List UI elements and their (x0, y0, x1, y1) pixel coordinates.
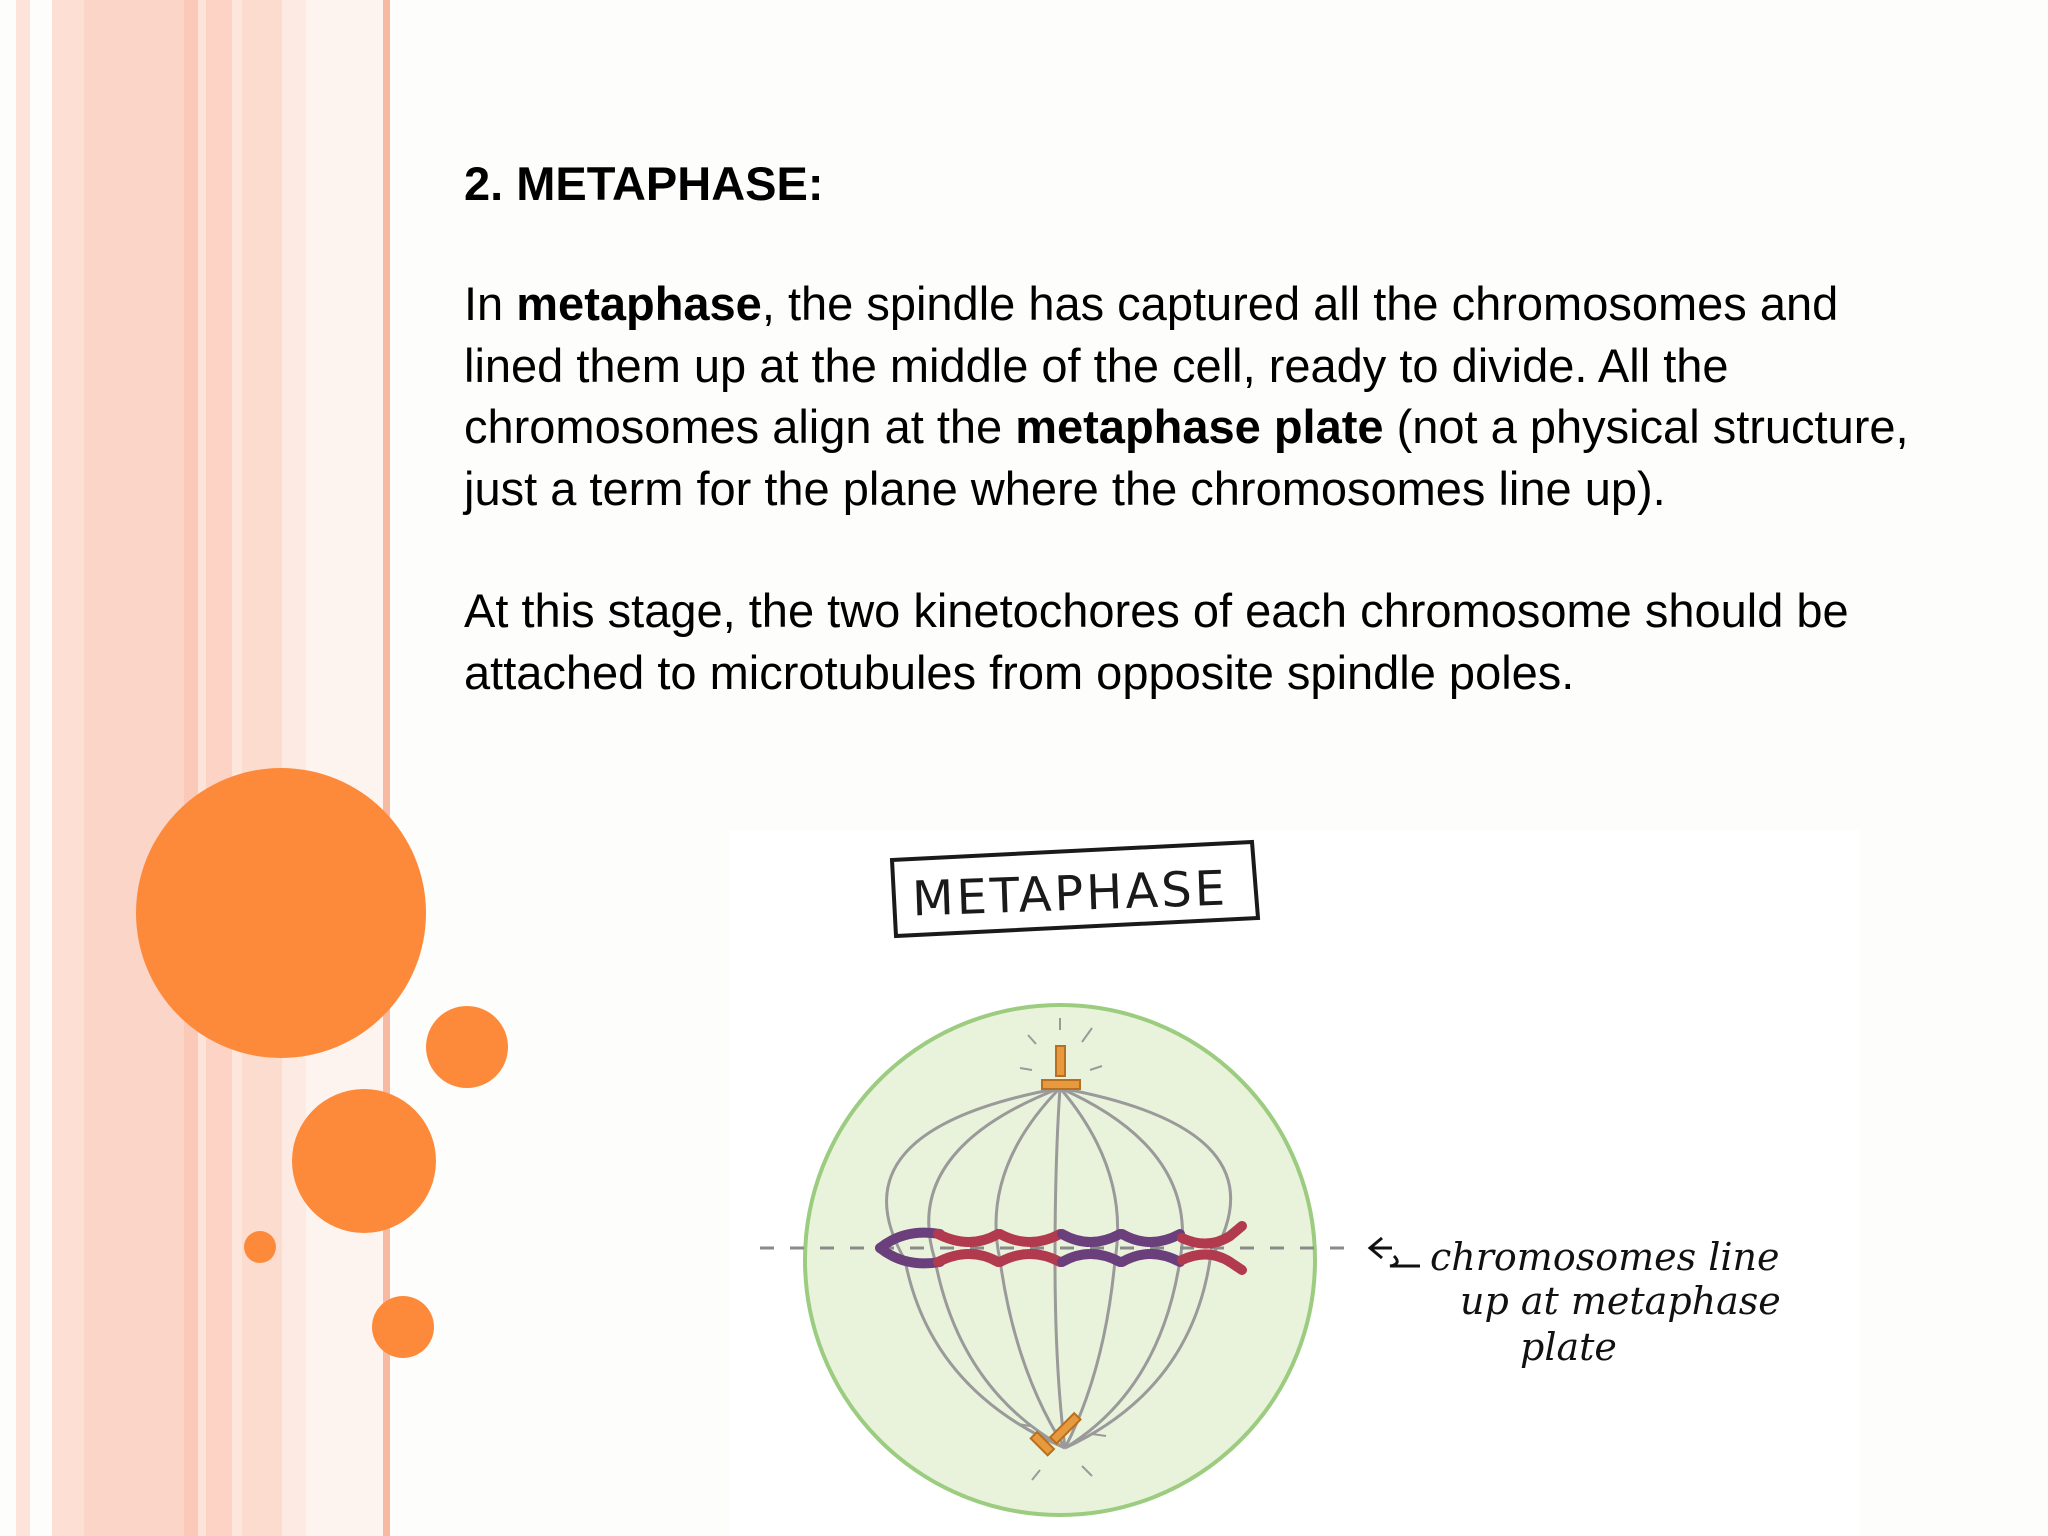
slide-content (464, 157, 1944, 764)
medium-orange-circle (292, 1089, 436, 1233)
figure-title: METAPHASE (911, 860, 1229, 928)
slide-title: 2. METAPHASE: (464, 157, 824, 210)
annotation-arrow (1370, 1238, 1420, 1266)
paragraph-metaphase-definition (464, 273, 1944, 519)
annotation-line-1: chromosomes line (1430, 1235, 1780, 1279)
tiny-orange-circle (244, 1231, 276, 1263)
small-orange-circle (372, 1296, 434, 1358)
metaphase-diagram (730, 830, 1860, 1536)
text-run: In (464, 277, 517, 330)
annotation-line-2: up at metaphase (1460, 1279, 1781, 1323)
annotation-line-3: plate (1520, 1325, 1617, 1369)
large-orange-circle (136, 768, 426, 1058)
small-orange-circle (426, 1006, 508, 1088)
metaphase-figure (730, 830, 1860, 1536)
text-run: , the spindle has captured all the chromosomes and lined them up at the middle of the cell, ready to divide. All the chromosomes align at the (464, 277, 1839, 453)
text-run: (not a physical structure, just a term for the plane where the chromosomes line up). (464, 400, 1909, 515)
bold-term: metaphase plate (1015, 400, 1384, 453)
bold-term: metaphase (516, 277, 762, 330)
paragraph-kinetochores: At this stage, the two kinetochores of each chromosome should be attached to microtubules from opposite spindle poles. (464, 584, 1849, 699)
